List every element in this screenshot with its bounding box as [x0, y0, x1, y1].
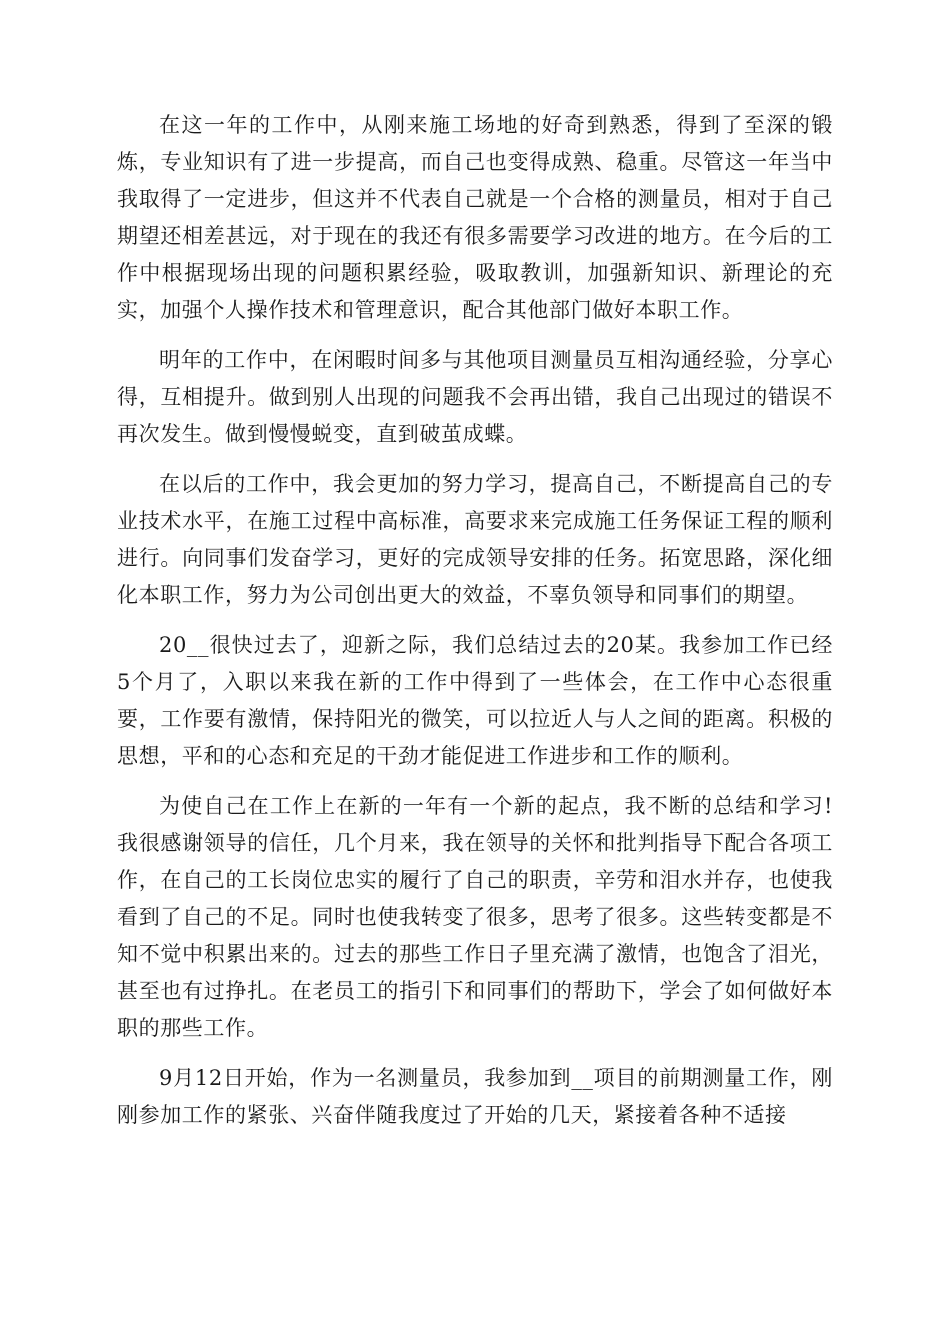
- paragraph-2: 明年的工作中，在闲暇时间多与其他项目测量员互相沟通经验，分享心得，互相提升。做到别人出现的问题我不会再出错，我自己出现过的错误不再次发生。做到慢慢蜕变，直到破茧成蝶。: [117, 348, 833, 446]
- paragraph-1: 在这一年的工作中，从刚来施工场地的好奇到熟悉，得到了至深的锻炼，专业知识有了进一步提高，而自己也变得成熟、稳重。尽管这一年当中我取得了一定进步，但这并不代表自己就是一个合格的测量员，相对于自己期望还相差甚远，对于现在的我还有很多需要学习改进的地方。在今后的工作中根据现场出现的问题积累经验，吸取教训，加强新知识、新理论的充实，加强个人操作技术和管理意识，配合其他部门做好本职工作。: [117, 113, 833, 322]
- paragraph-4: 20__很快过去了，迎新之际，我们总结过去的20某。我参加工作已经5个月了，入职以来我在新的工作中得到了一些体会，在工作中心态很重要，工作要有激情，保持阳光的微笑，可以拉近人与人之间的距离。积极的思想，平和的心态和充足的干劲才能促进工作进步和工作的顺利。: [117, 633, 833, 768]
- paragraph-5: 为使自己在工作上在新的一年有一个新的起点，我不断的总结和学习!我很感谢领导的信任，几个月来，我在领导的关怀和批判指导下配合各项工作，在自己的工长岗位忠实的履行了自己的职责，辛劳和泪水并存，也使我看到了自己的不足。同时也使我转变了很多，思考了很多。这些转变都是不知不觉中积累出来的。过去的那些工作日子里充满了激情，也饱含了泪光，甚至也有过挣扎。在老员工的指引下和同事们的帮助下，学会了如何做好本职的那些工作。: [117, 794, 833, 1040]
- document-body: [117, 107, 833, 1147]
- paragraph-3: 在以后的工作中，我会更加的努力学习，提高自己，不断提高自己的专业技术水平，在施工过程中高标准，高要求来完成施工任务保证工程的顺利进行。向同事们发奋学习，更好的完成领导安排的任务。拓宽思路，深化细化本职工作，努力为公司创出更大的效益，不辜负领导和同事们的期望。: [117, 472, 833, 607]
- paragraph-6: 9月12日开始，作为一名测量员，我参加到__项目的前期测量工作，刚刚参加工作的紧张、兴奋伴随我度过了开始的几天，紧接着各种不适接: [117, 1066, 833, 1127]
